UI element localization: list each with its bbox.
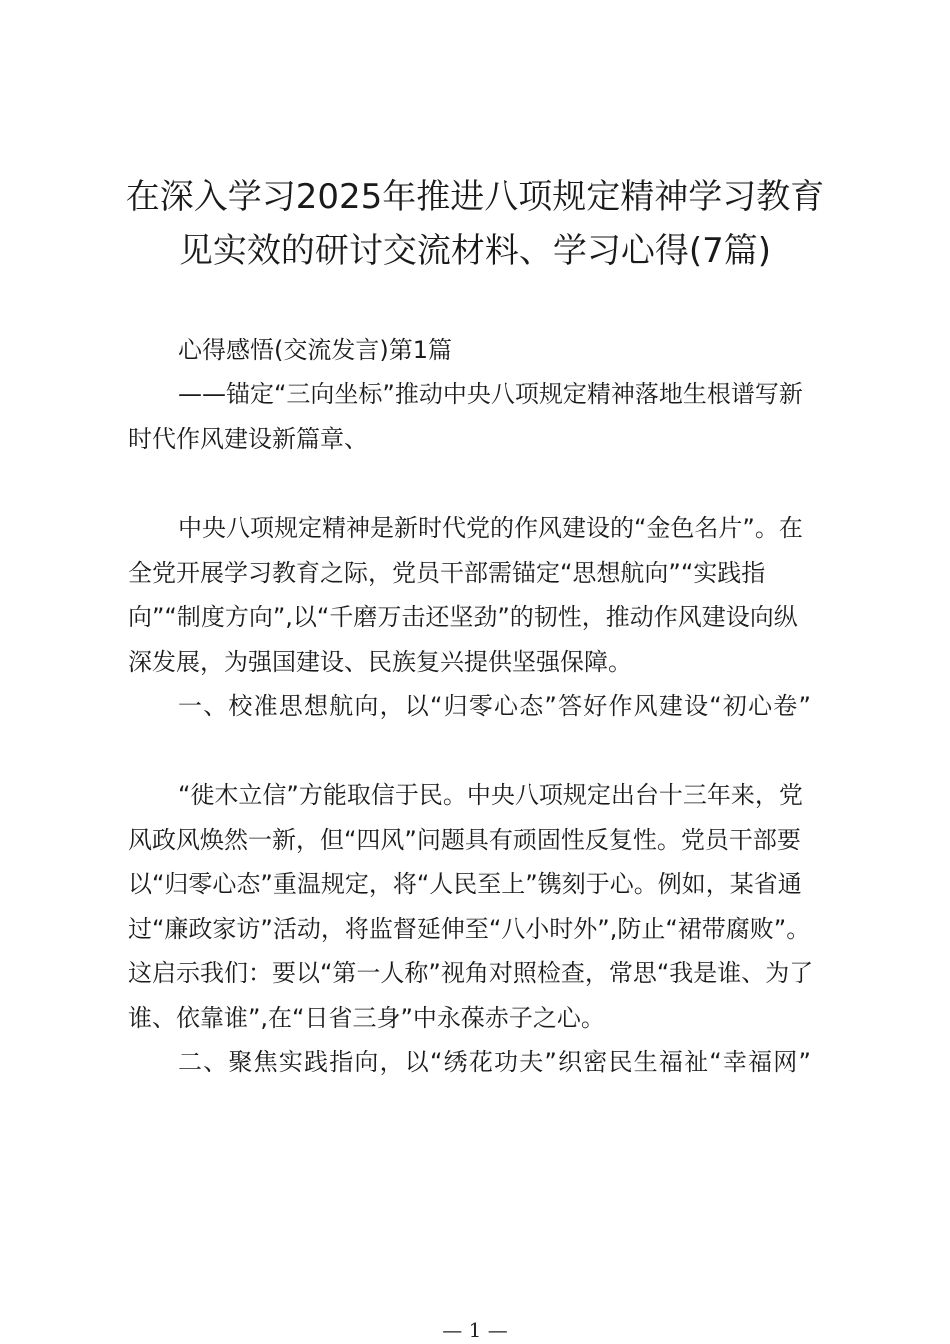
page-number: — 1 —: [442, 1318, 508, 1342]
intro-paragraph: 中央八项规定精神是新时代党的作风建设的“金色名片”。在全党开展学习教育之际，党员干部需锚定“思想航向”“实践指向”“制度方向”,以“千磨万击还坚劲”的韧性，推动作风建设向纵深发展，为强国建设、民族复兴提供坚强保障。: [128, 514, 803, 676]
section-heading-two: 二、聚焦实践指向，以“绣花功夫”织密民生福祉“幸福网”: [178, 1048, 813, 1076]
section-label: 心得感悟(交流发言)第1篇: [178, 336, 452, 364]
section-subtitle: ——锚定“三向坐标”推动中央八项规定精神落地生根谱写新时代作风建设新篇章、: [128, 380, 803, 453]
document-title: 在深入学习2025年推进八项规定精神学习教育见实效的研讨交流材料、学习心得(7篇): [125, 177, 825, 271]
section-heading-one: 一、校准思想航向，以“归零心态”答好作风建设“初心卷”: [178, 692, 813, 720]
body-paragraph-one: “徙木立信”方能取信于民。中央八项规定出台十三年来，党风政风焕然一新，但“四风”问题具有顽固性反复性。党员干部要以“归零心态”重温规定，将“人民至上”镌刻于心。例如，某省通过“廉政家访”活动，将监督延伸至“八小时外”,防止“裙带腐败”。这启示我们：要以“第一人称”视角对照检查，常思“我是谁、为了谁、依靠谁”,在“日省三身”中永葆赤子之心。: [128, 781, 814, 1032]
